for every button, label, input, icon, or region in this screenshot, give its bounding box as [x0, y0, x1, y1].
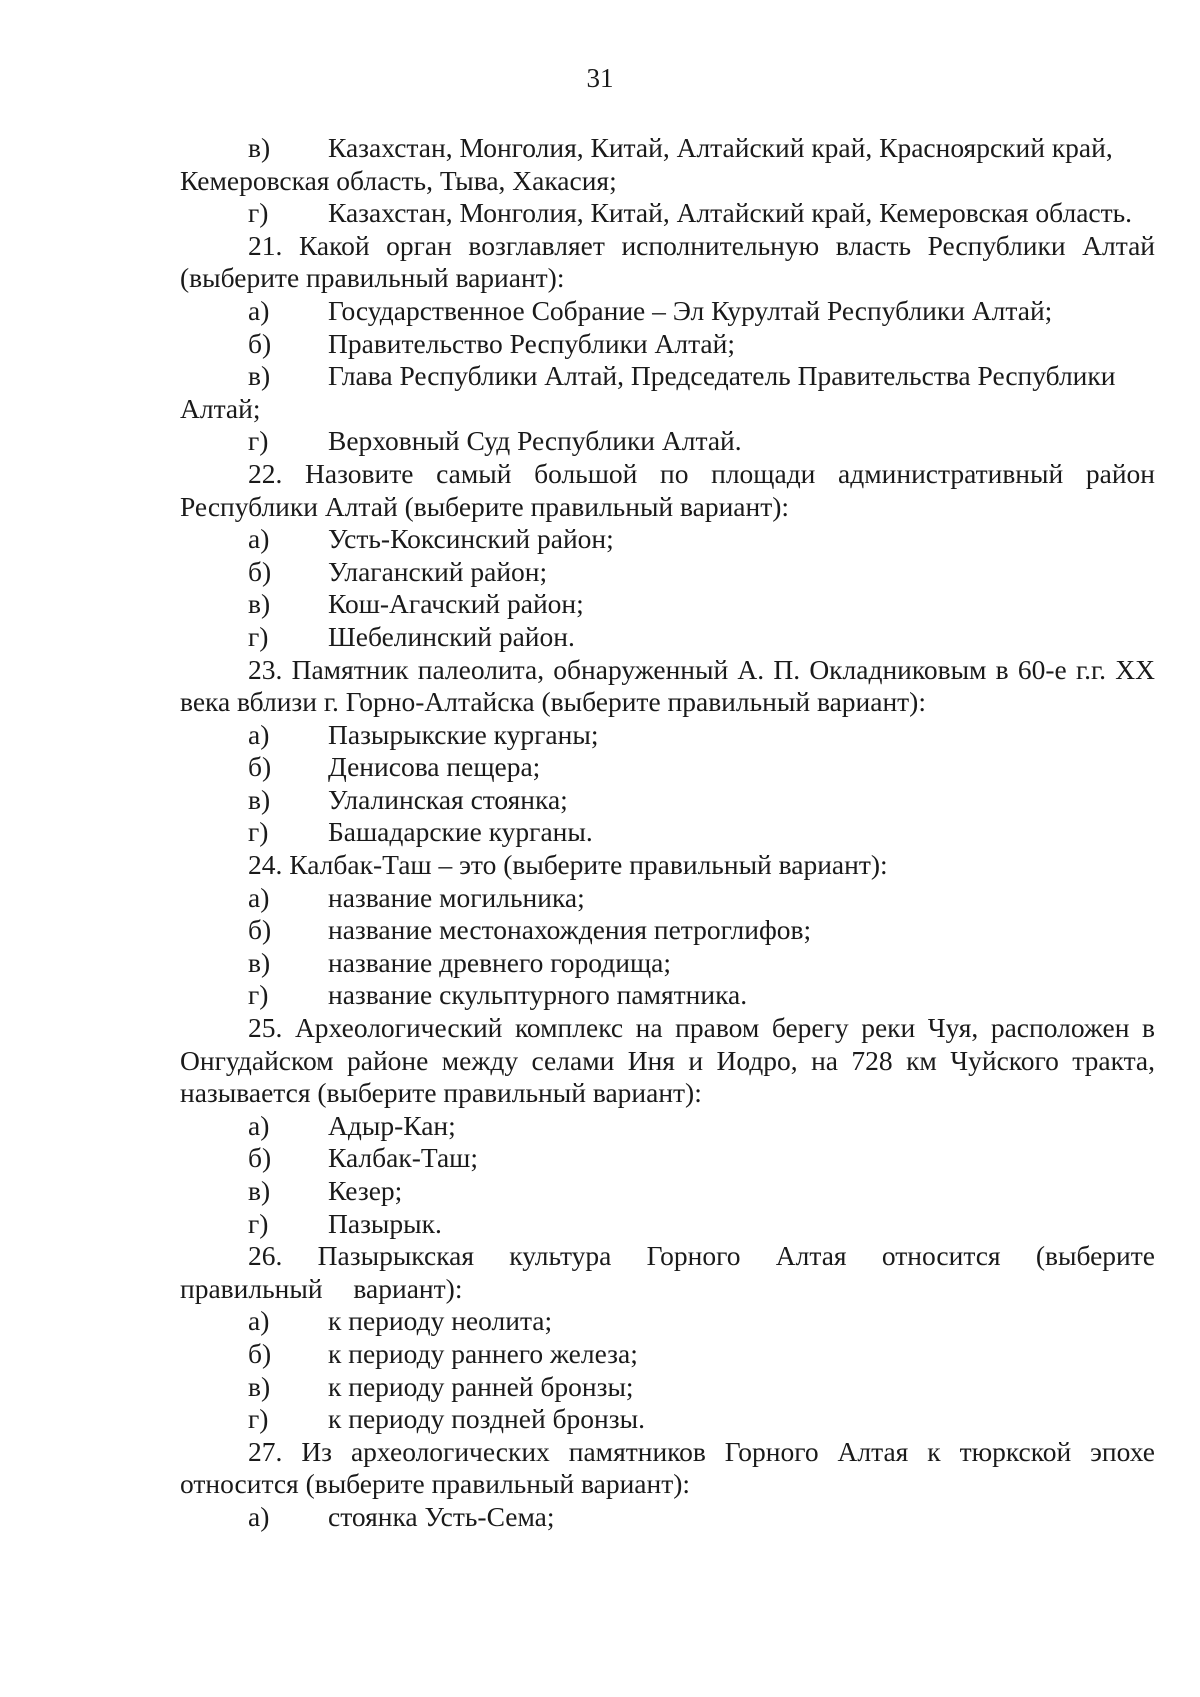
option-letter: г) [248, 1207, 269, 1239]
answer-option [180, 751, 1155, 784]
answer-option [180, 1403, 1155, 1436]
answer-option [180, 816, 1155, 849]
answer-option [180, 1305, 1155, 1338]
answer-option [180, 1208, 1155, 1241]
question-paragraph: 21. Какой орган возглавляет исполнительную власть Республики Алтай (выберите правильный вариант): [180, 229, 1155, 294]
option-letter: а) [248, 523, 270, 555]
answer-option [180, 1110, 1155, 1143]
option-letter: б) [248, 1142, 272, 1174]
answer-option [180, 882, 1155, 915]
document-body [180, 132, 1155, 1534]
option-letter: б) [248, 555, 272, 587]
answer-option [180, 295, 1155, 328]
option-text: к периоду ранней бронзы; [328, 1370, 634, 1402]
option-text: название местонахождения петроглифов; [328, 914, 812, 946]
answer-option [180, 197, 1155, 230]
answer-option [180, 719, 1155, 752]
option-letter: б) [248, 1337, 272, 1369]
option-letter: а) [248, 881, 270, 913]
question-paragraph: 24. Калбак-Таш – это (выберите правильный вариант): [248, 849, 888, 881]
answer-option [180, 132, 1155, 165]
continuation-line: Алтай; [180, 392, 261, 424]
option-letter: в) [248, 1370, 271, 1402]
option-text: Денисова пещера; [328, 751, 541, 783]
question-paragraph: 23. Памятник палеолита, обнаруженный А. П. Окладниковым в 60-е г.г. XX века вблизи г. Горно-Алтайска (выберите правильный вариант): [180, 653, 1155, 718]
option-text: Адыр-Кан; [328, 1109, 456, 1141]
option-letter: г) [248, 620, 269, 652]
continuation-line: Кемеровская область, Тыва, Хакасия; [180, 164, 617, 196]
option-text: Казахстан, Монголия, Китай, Алтайский край, Красноярский край, [328, 132, 1113, 163]
option-text: Улаганский район; [328, 555, 548, 587]
answer-option [180, 784, 1155, 817]
option-text: Кезер; [328, 1175, 403, 1206]
option-letter: а) [248, 294, 270, 326]
answer-option [180, 523, 1155, 556]
option-text: Усть-Коксинский район; [328, 523, 614, 555]
option-letter: в) [248, 783, 271, 815]
question-paragraph: 26. Пазырыкская культура Горного Алтая относится (выберите правильный вариант): [180, 1240, 1155, 1304]
option-letter: г) [248, 425, 269, 457]
option-text: Улалинская стоянка; [328, 783, 568, 815]
option-text: Правительство Республики Алтай; [328, 327, 735, 359]
option-text: к периоду раннего железа; [328, 1337, 638, 1369]
option-text: Верховный Суд Республики Алтай. [328, 425, 742, 457]
answer-option [180, 1501, 1155, 1534]
option-text: название скульптурного памятника. [328, 979, 748, 1011]
answer-option [180, 328, 1155, 361]
option-letter: а) [248, 1305, 270, 1337]
option-text: Калбак-Таш; [328, 1142, 479, 1174]
option-text: Шебелинский район. [328, 620, 575, 652]
answer-option [180, 1142, 1155, 1175]
answer-option [180, 588, 1155, 621]
option-letter: в) [248, 360, 271, 392]
answer-option [180, 425, 1155, 458]
answer-option [180, 360, 1155, 393]
option-letter: в) [248, 1175, 271, 1206]
option-letter: г) [248, 197, 269, 229]
option-text: Кош-Агачский район; [328, 588, 584, 620]
page-number: 31 [586, 63, 614, 93]
option-letter: б) [248, 327, 272, 359]
question-paragraph: 22. Назовите самый большой по площади административный район Республики Алтай (выберите правильный вариант): [180, 457, 1155, 522]
option-letter: в) [248, 946, 271, 978]
answer-option [180, 914, 1155, 947]
option-text: к периоду поздней бронзы. [328, 1403, 645, 1435]
option-text: Башадарские курганы. [328, 816, 593, 848]
option-letter: г) [248, 816, 269, 848]
option-letter: б) [248, 914, 272, 946]
option-letter: г) [248, 1403, 269, 1435]
answer-option [180, 979, 1155, 1012]
option-letter: в) [248, 588, 271, 620]
question-paragraph: 25. Археологический комплекс на правом берегу реки Чуя, расположен в Онгудайском районе между селами Иня и Иодро, на 728 км Чуйского тракта, называется (выберите правильный вариант): [180, 1012, 1155, 1109]
option-text: стоянка Усть-Сема; [328, 1500, 555, 1532]
option-letter: б) [248, 751, 272, 783]
question-paragraph: 27. Из археологических памятников Горного Алтая к тюркской эпохе относится (выберите правильный вариант): [180, 1435, 1155, 1500]
option-text: название могильника; [328, 881, 585, 913]
option-text: Пазырык. [328, 1207, 442, 1239]
option-letter: а) [248, 1109, 270, 1141]
answer-option [180, 1175, 1155, 1208]
answer-option [180, 947, 1155, 980]
option-letter: г) [248, 979, 269, 1011]
option-text: Пазырыкские курганы; [328, 718, 599, 750]
option-text: к периоду неолита; [328, 1305, 553, 1337]
option-text: Глава Республики Алтай, Председатель Правительства Республики [328, 360, 1116, 392]
option-letter: а) [248, 1500, 270, 1532]
answer-option [180, 556, 1155, 589]
answer-option [180, 1338, 1155, 1371]
answer-option [180, 1371, 1155, 1404]
option-letter: а) [248, 718, 270, 750]
option-letter: в) [248, 132, 271, 163]
answer-option [180, 621, 1155, 654]
option-text: Казахстан, Монголия, Китай, Алтайский край, Кемеровская область. [328, 197, 1133, 229]
option-text: Государственное Собрание – Эл Курултай Республики Алтай; [328, 294, 1053, 326]
option-text: название древнего городища; [328, 946, 671, 978]
